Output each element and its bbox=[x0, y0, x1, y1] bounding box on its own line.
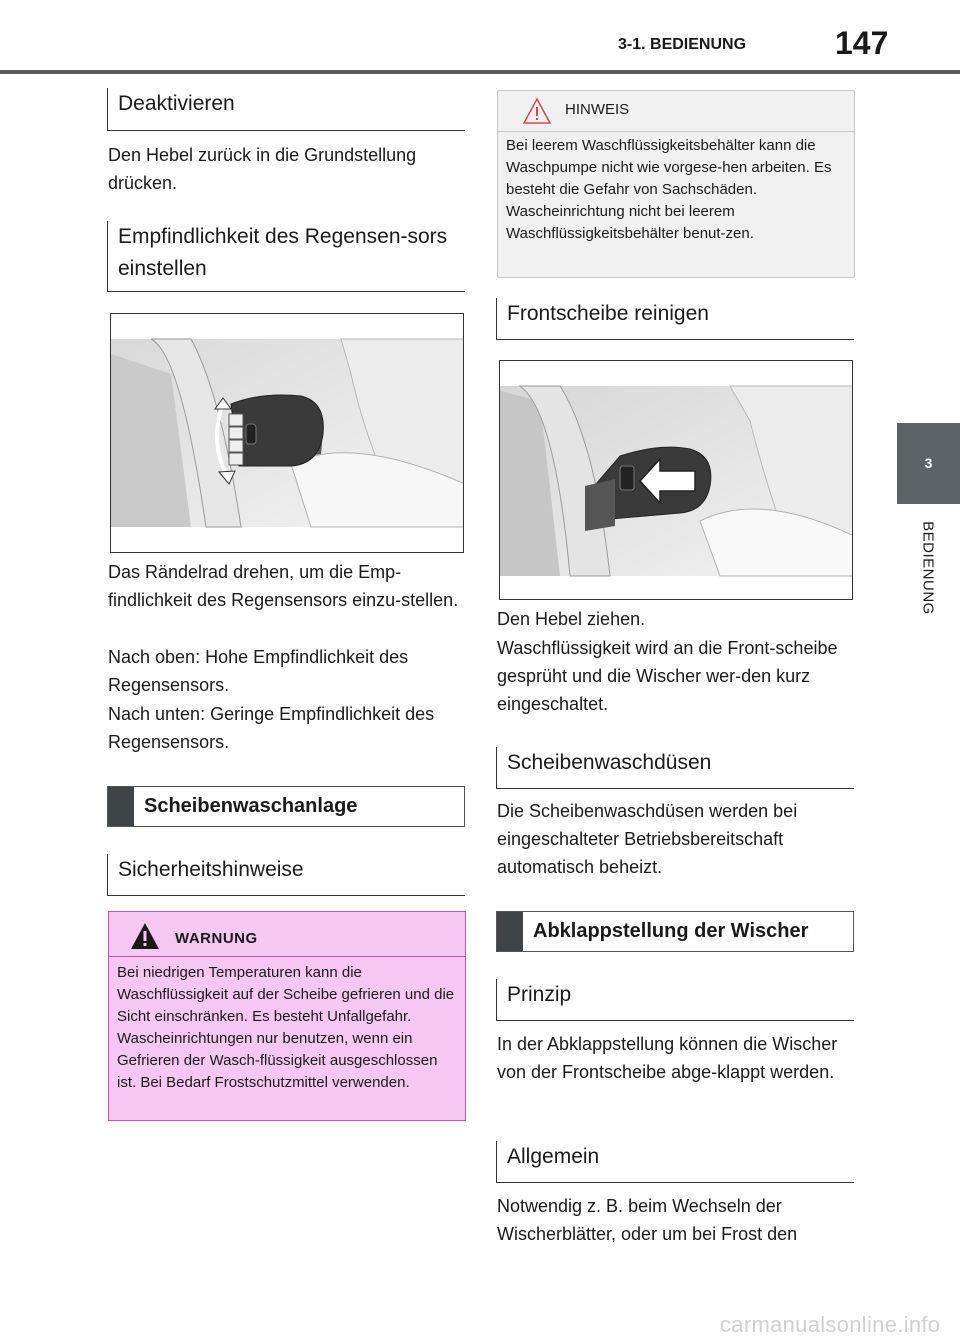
notice-text: Bei leerem Waschflüssigkeitsbehälter kann die Waschpumpe nicht wie vorgese-hen arbeiten. Es besteht die Gefahr von Sachschäden. Wascheinrichtung nicht bei leerem Waschflüssigkeitsbehälter benut-zen. bbox=[506, 137, 832, 242]
section-bar bbox=[497, 912, 523, 951]
washer-lever-illustration bbox=[500, 361, 853, 600]
warning-text: Bei niedrigen Temperaturen kann die Waschflüssigkeit auf der Scheibe gefrieren und die Sicht einschränken. Es besteht Unfallgefahr. Wascheinrichtungen nur benutzen, wenn ein Gefrieren der Wasch-flüssigkeit ausgeschlossen ist. Bei Bedarf Frostschutzmittel verwenden. bbox=[117, 964, 455, 1091]
section-heading-fold-position-label: Abklappstellung der Wischer bbox=[533, 920, 809, 942]
heading-safety: Sicherheitshinweise bbox=[107, 854, 465, 896]
heading-deaktivieren: Deaktivieren bbox=[107, 88, 465, 131]
text-front-1: Den Hebel ziehen. bbox=[497, 609, 646, 629]
warning-triangle-icon bbox=[130, 922, 160, 950]
heading-allgemein: Allgemein bbox=[496, 1141, 854, 1183]
notice-rule bbox=[498, 131, 854, 132]
footer-watermark[interactable]: carmanualsonline.info bbox=[720, 1312, 941, 1337]
heading-front-cleaning: Frontscheibe reinigen bbox=[496, 298, 854, 340]
section-heading-washer-label: Scheibenwaschanlage bbox=[144, 795, 358, 817]
notice-triangle-icon bbox=[522, 97, 552, 125]
warning-rule bbox=[109, 956, 465, 957]
warning-box bbox=[108, 911, 466, 1121]
heading-prinzip: Prinzip bbox=[496, 979, 854, 1021]
rain-sensor-illustration bbox=[111, 314, 464, 553]
warning-title: WARNUNG bbox=[175, 930, 258, 947]
section-heading-washer bbox=[107, 786, 465, 827]
text-front-2: Waschflüssigkeit wird an die Front-scheibe gesprüht und die Wischer wer-den kurz eingeschaltet. bbox=[497, 638, 838, 714]
chapter-label: BEDIENUNG bbox=[919, 521, 937, 615]
header-rule bbox=[0, 70, 960, 74]
heading-nozzles: Scheibenwaschdüsen bbox=[496, 747, 854, 789]
notice-box bbox=[497, 90, 855, 278]
section-heading-fold-position bbox=[496, 911, 854, 952]
running-header-section: 3-1. BEDIENUNG bbox=[618, 36, 747, 53]
figure-rain-sensor-wheel bbox=[110, 313, 464, 553]
text-prinzip: In der Abklappstellung können die Wischer von der Frontscheibe abge-klappt werden. bbox=[497, 1034, 838, 1082]
text-sensitivity-1: Das Rändelrad drehen, um die Emp-findlichkeit des Regensensors einzu-stellen. bbox=[108, 562, 459, 610]
chapter-tab[interactable]: 3 bbox=[897, 423, 960, 504]
heading-sensitivity: Empfindlichkeit des Regensen-sors einstellen bbox=[107, 221, 465, 292]
section-bar bbox=[108, 787, 134, 826]
figure-washer-lever bbox=[499, 360, 853, 600]
text-sensitivity-3: Nach unten: Geringe Empfindlichkeit des Regensensors. bbox=[108, 704, 435, 752]
text-nozzles: Die Scheibenwaschdüsen werden bei eingeschalteter Betriebsbereitschaft automatisch beheizt. bbox=[497, 801, 798, 877]
text-allgemein: Notwendig z. B. beim Wechseln der Wischerblätter, oder um bei Frost den bbox=[497, 1196, 798, 1244]
page-number: 147 bbox=[835, 25, 889, 61]
notice-title: HINWEIS bbox=[565, 101, 630, 118]
text-deaktivieren: Den Hebel zurück in die Grundstellung drücken. bbox=[108, 145, 417, 193]
text-sensitivity-2: Nach oben: Hohe Empfindlichkeit des Regensensors. bbox=[108, 647, 409, 695]
